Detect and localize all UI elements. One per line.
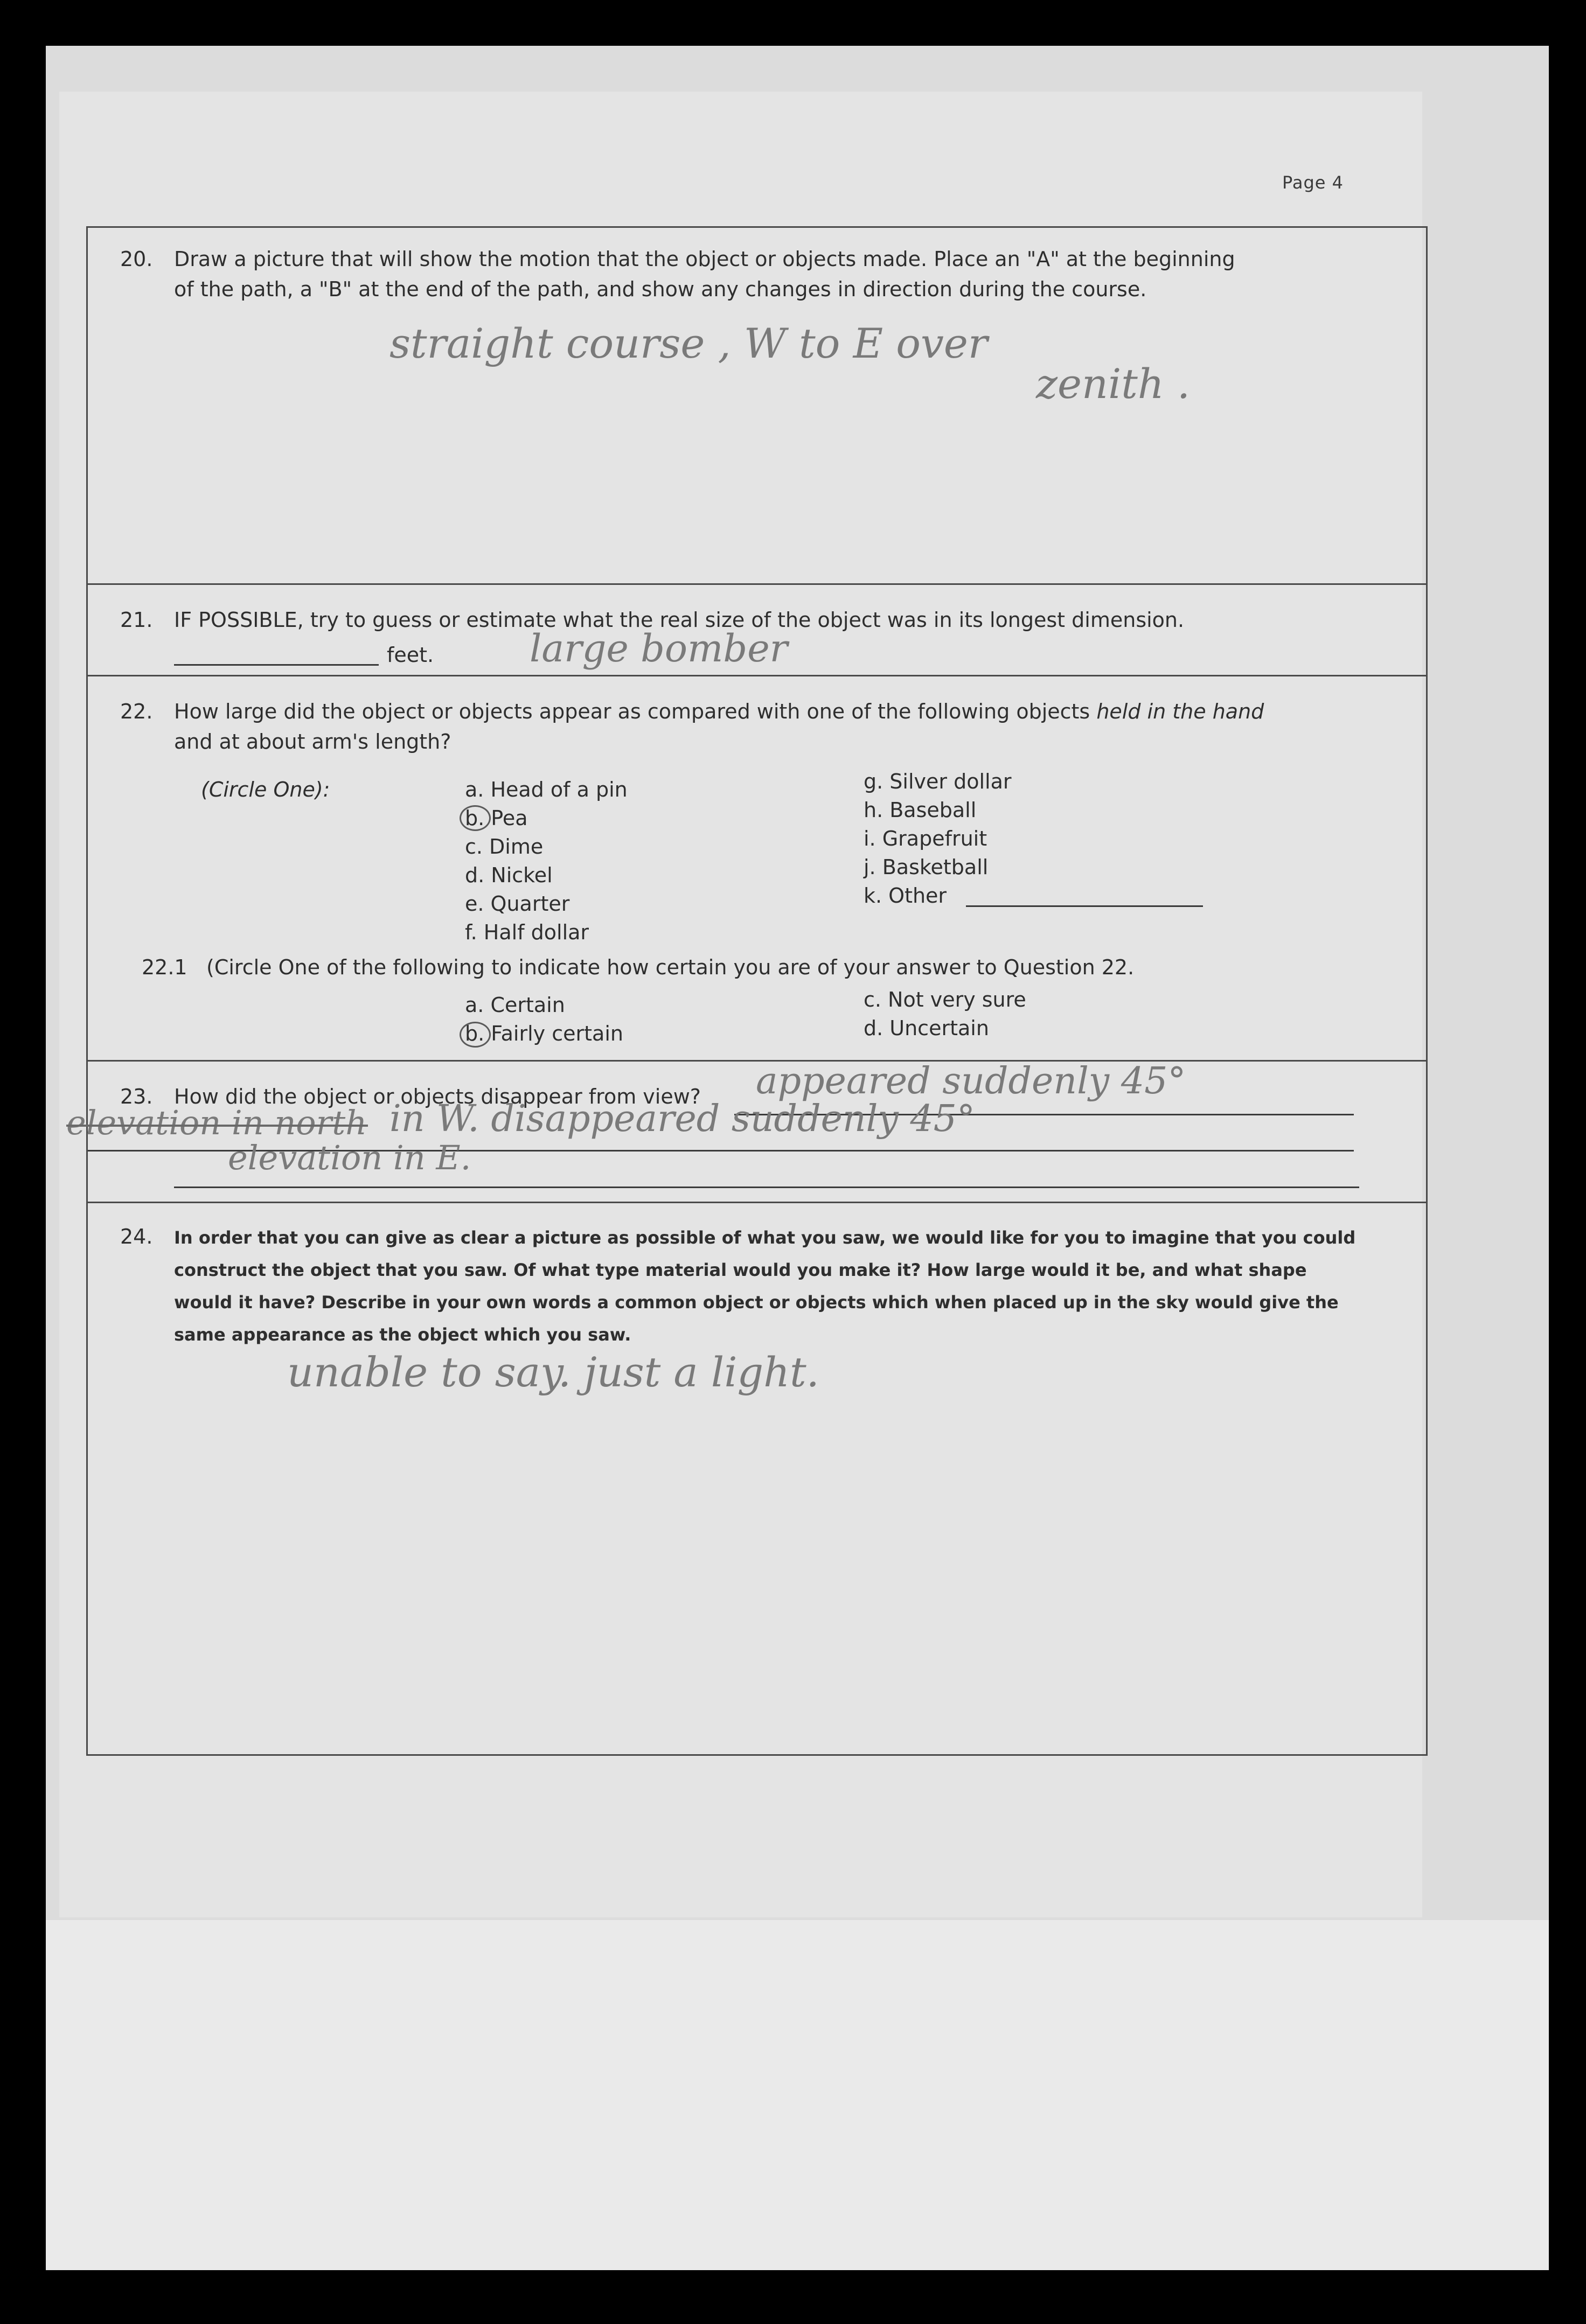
- q22-1-option-b[interactable]: b. Fairly certain: [465, 1022, 623, 1045]
- q22-1-option-d[interactable]: d. Uncertain: [864, 1016, 989, 1040]
- q23-answer-line2: in W. disappeared suddenly 45°: [389, 1098, 975, 1140]
- q24-answer: unable to say. just a light.: [287, 1348, 819, 1396]
- q20-answer-line1: straight course , W to E over: [389, 319, 988, 367]
- q23-answer-line3: elevation in E.: [228, 1138, 471, 1177]
- q23-answer-line2-struck: elevation in north: [66, 1103, 367, 1142]
- q20-text-line2: of the path, a "B" at the end of the path, and show any changes in direction during the course.: [174, 277, 1147, 301]
- q24-text-line3: would it have? Describe in your own words a common object or objects which when placed up in the sky would give the: [174, 1292, 1339, 1313]
- q23-number: 23.: [120, 1085, 153, 1108]
- q22-option-b[interactable]: b. Pea: [465, 806, 528, 830]
- q22-1-option-a[interactable]: a. Certain: [465, 993, 565, 1017]
- q24-text-line2: construct the object that you saw. Of what type material would you make it? How large would it be, and what shape: [174, 1260, 1307, 1280]
- page-number: Page 4: [1282, 172, 1344, 193]
- q22-1-option-c[interactable]: c. Not very sure: [864, 988, 1026, 1011]
- q21-answer: large bomber: [530, 626, 788, 671]
- q22-text-line2: and at about arm's length?: [174, 730, 451, 753]
- q21-number: 21.: [120, 608, 153, 632]
- questionnaire-form: [66, 226, 1428, 1756]
- q23-answer-line1: appeared suddenly 45°: [756, 1060, 1186, 1102]
- divider-21-22: [88, 675, 1426, 676]
- q22-option-c[interactable]: c. Dime: [465, 835, 544, 859]
- q22-1-number: 22.1: [142, 955, 187, 979]
- q23-strikethrough: [66, 1125, 368, 1127]
- q22-option-d[interactable]: d. Nickel: [465, 863, 553, 887]
- q22-text-line1: [174, 696, 1264, 727]
- q22-text-line1-main: How large did the object or objects appear as compared with one of the following objects: [174, 700, 1090, 723]
- q22-option-a[interactable]: a. Head of a pin: [465, 778, 628, 801]
- q22-other-blank[interactable]: [966, 905, 1203, 907]
- q22-selection-circle: [460, 805, 491, 831]
- q24-number: 24.: [120, 1225, 153, 1248]
- q23-answer-blank-3[interactable]: [174, 1187, 1359, 1188]
- q22-instruction: (Circle One):: [201, 778, 330, 801]
- q22-option-h[interactable]: h. Baseball: [864, 798, 977, 822]
- divider-20-21: [88, 583, 1426, 585]
- q22-1-text: (Circle One of the following to indicate how certain you are of your answer to Question 22.: [206, 955, 1135, 979]
- q22-option-e[interactable]: e. Quarter: [465, 892, 570, 916]
- q22-option-j[interactable]: j. Basketball: [864, 855, 989, 879]
- q23-text: How did the object or objects disappear from view?: [174, 1085, 701, 1108]
- q20-answer-line2: zenith .: [1036, 360, 1191, 408]
- q21-unit: feet.: [387, 643, 434, 667]
- q21-size-blank[interactable]: [174, 664, 379, 666]
- q24-text-line4: same appearance as the object which you saw.: [174, 1324, 631, 1345]
- q22-option-f[interactable]: f. Half dollar: [465, 920, 589, 944]
- page-lower-margin: [46, 1920, 1549, 2270]
- q22-1-selection-circle: [460, 1022, 491, 1048]
- q24-text-line1: In order that you can give as clear a picture as possible of what you saw, we would like for you to imagine that you could: [174, 1227, 1356, 1248]
- q22-option-g[interactable]: g. Silver dollar: [864, 770, 1012, 793]
- q20-number: 20.: [120, 247, 153, 271]
- q21-text: IF POSSIBLE, try to guess or estimate what the real size of the object was in its longest dimension.: [174, 608, 1185, 632]
- q20-text-line1: Draw a picture that will show the motion that the object or objects made. Place an "A" at the beginning: [174, 247, 1235, 271]
- q22-text-line1-italic: held in the hand: [1096, 700, 1264, 723]
- divider-23-24: [88, 1202, 1426, 1203]
- q22-number: 22.: [120, 700, 153, 723]
- q22-option-k[interactable]: k. Other: [864, 884, 947, 908]
- q22-option-i[interactable]: i. Grapefruit: [864, 827, 987, 850]
